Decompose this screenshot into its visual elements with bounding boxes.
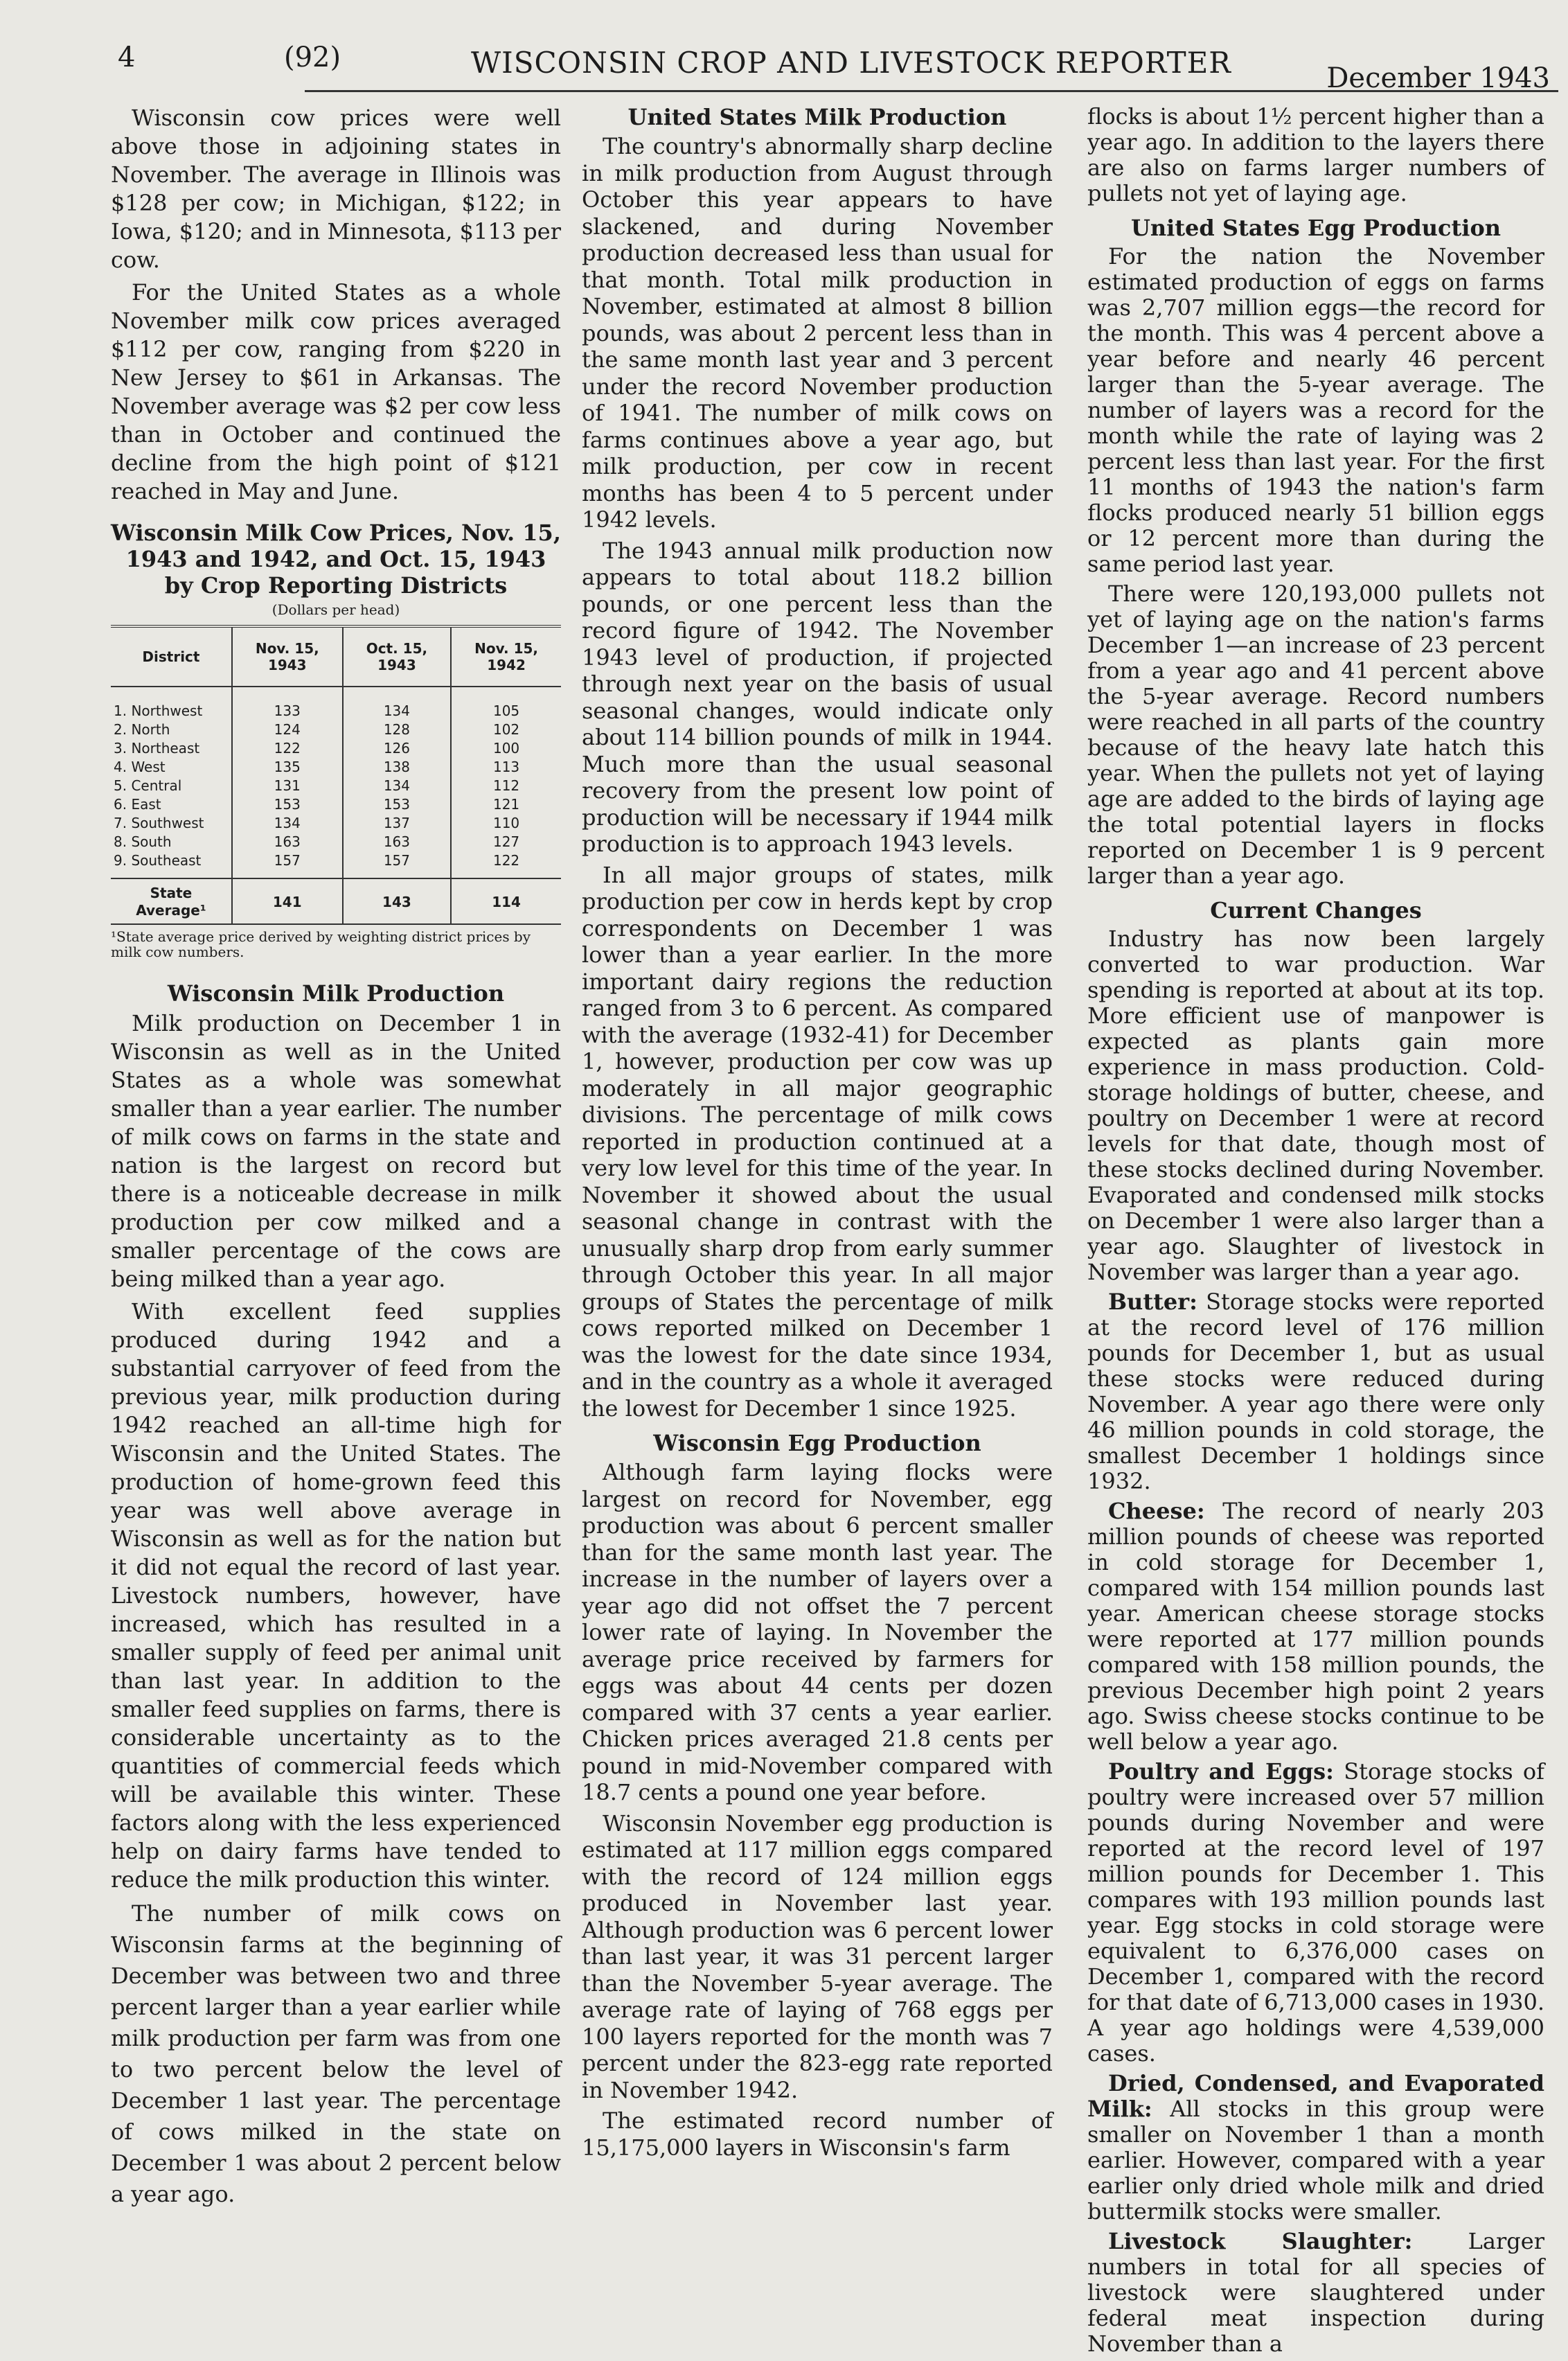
price-cell: 134: [343, 687, 452, 720]
column-header: Oct. 15, 1943: [343, 626, 452, 687]
district-name: 1. Northwest: [114, 702, 203, 719]
price-cell: 141: [232, 878, 343, 924]
column-header: Nov. 15, 1942: [451, 626, 561, 687]
price-cell: 127: [451, 833, 561, 851]
price-cell: 110: [451, 814, 561, 833]
cheese-paragraph: [1087, 1498, 1544, 1755]
header-rule: [305, 90, 1558, 92]
district-name: 8. South: [114, 833, 172, 850]
milk-cows-paragraph: The number of milk cows on Wisconsin farms at the beginning of December was between two and three percent larger than a year earlier while milk production per farm was from one to two percent below the level of December 1 last year. The percentage of cows milked in the state on December 1 was about 2 percent below a year ago.: [111, 1900, 561, 2207]
egg-production-paragraph: Although farm laying flocks were largest on record for November, egg production was about 6 percent smaller than for the same month last year. The increase in the number of layers over a year ago did not offset the 7 percent lower rate of laying. In November the average price received by farmers for eggs was about 44 cents per dozen compared with 37 cents a year earlier. Chicken prices averaged 21.8 cents per pound in mid-November compared with 18.7 cents a pound one year before.: [582, 1459, 1053, 1805]
price-cell: 112: [451, 777, 561, 795]
paragraph-lead: Livestock Slaughter:: [1108, 2228, 1413, 2254]
page-header: [118, 42, 1558, 97]
dried-milk-paragraph: [1087, 2071, 1544, 2225]
price-cell: 126: [343, 739, 452, 758]
production-per-cow-paragraph: In all major groups of states, milk production per cow in herds kept by crop correspondents on December 1 was lower than a year earlier. In the more important dairy regions the reduction ranged from 3 to 6 percent. As compared with the average (1932-41) for December 1, however, production per cow was up moderately in all major geographic divisions. The percentage of milk cows reported in production continued at a very low level for this time of the year. In November it showed about the usual seasonal change in contrast with the unusually sharp drop from early summer through October this year. In all major groups of States the percentage of milk cows reported milked on December 1 was the lowest for the date since 1934, and in the country as a whole it averaged the lowest for December 1 since 1925.: [582, 861, 1053, 1422]
poultry-paragraph: [1087, 1759, 1544, 2067]
district-name: 6. East: [114, 796, 161, 813]
table-unit: (Dollars per head): [271, 601, 400, 618]
price-cell: 157: [232, 851, 343, 878]
average-label: State Average¹: [111, 878, 232, 924]
feed-supplies-paragraph: With excellent feed supplies produced during 1942 and a substantial carryover of feed from the previous year, milk production during 1942 reached an all-time high for Wisconsin and the United States. The production of home-grown feed this year was well above average in Wisconsin as well as for the nation but it did not equal the record of last year. Livestock numbers, however, have increased, which has resulted in a smaller supply of feed per animal unit than last year. In addition to the smaller feed supplies on farms, there is considerable uncertainty as to the quantities of commercial feeds which will be available this winter. These factors along with the less experienced help on dairy farms have tended to reduce the milk production this winter.: [111, 1298, 561, 1893]
table-row: [111, 851, 561, 878]
price-cell: 143: [343, 878, 452, 924]
section-heading: Wisconsin Egg Production: [653, 1430, 981, 1456]
price-cell: 153: [343, 795, 452, 814]
price-cell: 122: [232, 739, 343, 758]
state-average-row: [111, 878, 561, 924]
publication-title: WISCONSIN CROP AND LIVESTOCK REPORTER: [471, 46, 1231, 80]
table-row: [111, 795, 561, 814]
section-heading: Wisconsin Milk Production: [167, 980, 505, 1007]
table-row: [111, 720, 561, 739]
district-name: 4. West: [114, 759, 166, 775]
november-eggs-paragraph: Wisconsin November egg production is estimated at 117 million eggs compared with the record of 124 million eggs produced in November last year. Although production was 6 percent lower than last year, it was 31 percent larger than the November 5-year average. The average rate of laying of 768 eggs per 100 layers reported for the month was 7 percent under the 823-egg rate reported in November 1942.: [582, 1810, 1053, 2103]
column-3: [1087, 104, 1544, 2361]
column-1: [111, 104, 561, 2214]
annual-milk-paragraph: The 1943 annual milk production now appears to total about 118.2 billion pounds, or one percent less than the record figure of 1942. The November 1943 level of production, if projected through next year on the basis of usual seasonal changes, would indicate only about 114 billion pounds of milk in 1944. Much more than the usual seasonal recovery from the present low point of production will be necessary if 1944 milk production is to approach 1943 levels.: [582, 537, 1053, 857]
table-title: Wisconsin Milk Cow Prices, Nov. 15, 1943 and 1942, and Oct. 15, 1943 by Crop Reporting Districts: [111, 520, 561, 599]
price-cell: 163: [232, 833, 343, 851]
paragraph-body: Storage stocks were reported at the record level of 176 million pounds for December 1, but as usual these stocks were reduced during November. A year ago there were only 46 million pounds in cold storage, the smallest December 1 holdings since 1932.: [1087, 1289, 1544, 1494]
price-cell: 131: [232, 777, 343, 795]
flocks-paragraph: flocks is about 1½ percent higher than a year ago. In addition to the layers there are also on farms larger numbers of pullets not yet of laying age.: [1087, 103, 1544, 206]
price-cell: 138: [343, 758, 452, 777]
page-number: 4: [118, 42, 136, 73]
column-header: District: [111, 626, 232, 687]
column-header: Nov. 15, 1943: [232, 626, 343, 687]
price-cell: 133: [232, 687, 343, 720]
pullets-paragraph: There were 120,193,000 pullets not yet of laying age on the nation's farms December 1—an increase of 23 percent from a year ago and 41 percent above the 5-year average. Record numbers were reached in all parts of the country because of the heavy late hatch this year. When the pullets not yet of laying age are added to the birds of laying age the total potential layers in flocks reported on December 1 is 9 percent larger than a year ago.: [1087, 581, 1544, 889]
table-row: [111, 758, 561, 777]
price-cell: 153: [232, 795, 343, 814]
price-cell: 121: [451, 795, 561, 814]
price-cell: 102: [451, 720, 561, 739]
price-cell: 137: [343, 814, 452, 833]
paragraph-lead: Cheese:: [1108, 1498, 1205, 1524]
price-cell: 100: [451, 739, 561, 758]
layers-paragraph: The estimated record number of 15,175,000 layers in Wisconsin's farm: [582, 2107, 1053, 2161]
paragraph-lead: Dried, Condensed, and Evaporated Milk:: [1087, 2070, 1544, 2122]
price-cell: 128: [343, 720, 452, 739]
table-row: [111, 814, 561, 833]
district-name: 3. Northeast: [114, 740, 200, 757]
table-footnote: ¹State average price derived by weighting district prices by milk cow numbers.: [111, 928, 531, 960]
us-egg-paragraph: For the nation the November estimated production of eggs on farms was 2,707 million eggs—the record for the month. This was 4 percent above a year before and nearly 46 percent larger than the 5-year average. The number of layers was a record for the month while the rate of laying was 2 percent less than last year. For the first 11 months of 1943 the nation's farm flocks produced nearly 51 billion eggs or 12 percent more than during the same period last year.: [1087, 243, 1544, 577]
paragraph-body: Larger numbers in total for all species of livestock were slaughtered under federal meat inspection during November than a: [1087, 2228, 1544, 2357]
us-cow-prices-paragraph: For the United States as a whole November milk cow prices averaged $112 per cow, ranging from $220 in New Jersey to $61 in Arkansas. The November average was $2 per cow less than in October and continued the decline from the high point of $121 reached in May and June.: [111, 279, 561, 504]
milk-production-paragraph: Milk production on December 1 in Wisconsin as well as in the United States as a whole was somewhat smaller than a year earlier. The number of milk cows on farms in the state and nation is the largest on record but there is a noticeable decrease in milk production per cow milked and a smaller percentage of the cows are being milked than a year ago.: [111, 1010, 561, 1292]
table-row: [111, 777, 561, 795]
paragraph-body: All stocks in this group were smaller on November 1 than a month earlier. However, compared with a year earlier only dried whole milk and dried buttermilk stocks were smaller.: [1087, 2096, 1544, 2225]
district-name: 2. North: [114, 721, 170, 738]
paragraph-lead: Butter:: [1108, 1289, 1197, 1315]
table-row: [111, 687, 561, 720]
table-row: [111, 833, 561, 851]
price-cell: 134: [232, 814, 343, 833]
column-2: [582, 104, 1053, 2165]
milk-cow-prices-table: [111, 625, 561, 925]
price-cell: 163: [343, 833, 452, 851]
price-cell: 114: [451, 878, 561, 924]
district-name: 5. Central: [114, 777, 182, 794]
current-changes-paragraph: Industry has now been largely converted to war production. War spending is reported at about at its top. More efficient use of manpower is expected as plants gain more experience in mass production. Cold-storage holdings of butter, cheese, and poultry on December 1 were at record levels for that date, though most of these stocks declined during November. Evaporated and condensed milk stocks on December 1 were also larger than a year ago. Slaughter of livestock in November was larger than a year ago.: [1087, 926, 1544, 1285]
price-cell: 157: [343, 851, 452, 878]
price-cell: 122: [451, 851, 561, 878]
paragraph-lead: Poultry and Eggs:: [1108, 1758, 1334, 1785]
section-heading: United States Milk Production: [627, 104, 1007, 130]
butter-paragraph: [1087, 1289, 1544, 1494]
price-cell: 105: [451, 687, 561, 720]
price-cell: 135: [232, 758, 343, 777]
paragraph-body: Storage stocks of poultry were increased over 57 million pounds during November and were reported at the record level of 197 million pounds for December 1. This compares with 193 million pounds last year. Egg stocks in cold storage were equivalent to 6,376,000 cases on December 1, compared with the record for that date of 6,713,000 cases in 1930. A year ago holdings were 4,539,000 cases.: [1087, 1758, 1545, 2067]
price-cell: 113: [451, 758, 561, 777]
price-cell: 124: [232, 720, 343, 739]
us-milk-paragraph: The country's abnormally sharp decline in milk production from August through October this year appears to have slackened, and during November production decreased less than usual for that month. Total milk production in November, estimated at almost 8 billion pounds, was about 2 percent less than in the same month last year and 3 percent under the record November production of 1941. The number of milk cows on farms continues above a year ago, but milk production, per cow in recent months has been 4 to 5 percent under 1942 levels.: [582, 133, 1053, 533]
section-heading: Current Changes: [1210, 897, 1422, 923]
issue-number: (92): [284, 42, 341, 73]
district-name: 9. Southeast: [114, 852, 202, 869]
cow-prices-paragraph: Wisconsin cow prices were well above those in adjoining states in November. The average in Illinois was $128 per cow; in Michigan, $122; in Iowa, $120; and in Minnesota, $113 per cow.: [111, 105, 561, 273]
section-heading: United States Egg Production: [1130, 215, 1502, 241]
price-cell: 134: [343, 777, 452, 795]
table-row: [111, 739, 561, 758]
issue-date: December 1943: [1326, 62, 1550, 94]
livestock-paragraph: [1087, 2229, 1544, 2357]
paragraph-body: The record of nearly 203 million pounds of cheese was reported in cold storage for December 1, compared with 154 million pounds last year. American cheese storage stocks were reported at 177 million pounds compared with 158 million pounds, the previous December high point 2 years ago. Swiss cheese stocks continue to be well below a year ago.: [1087, 1498, 1544, 1755]
district-name: 7. Southwest: [114, 815, 204, 831]
